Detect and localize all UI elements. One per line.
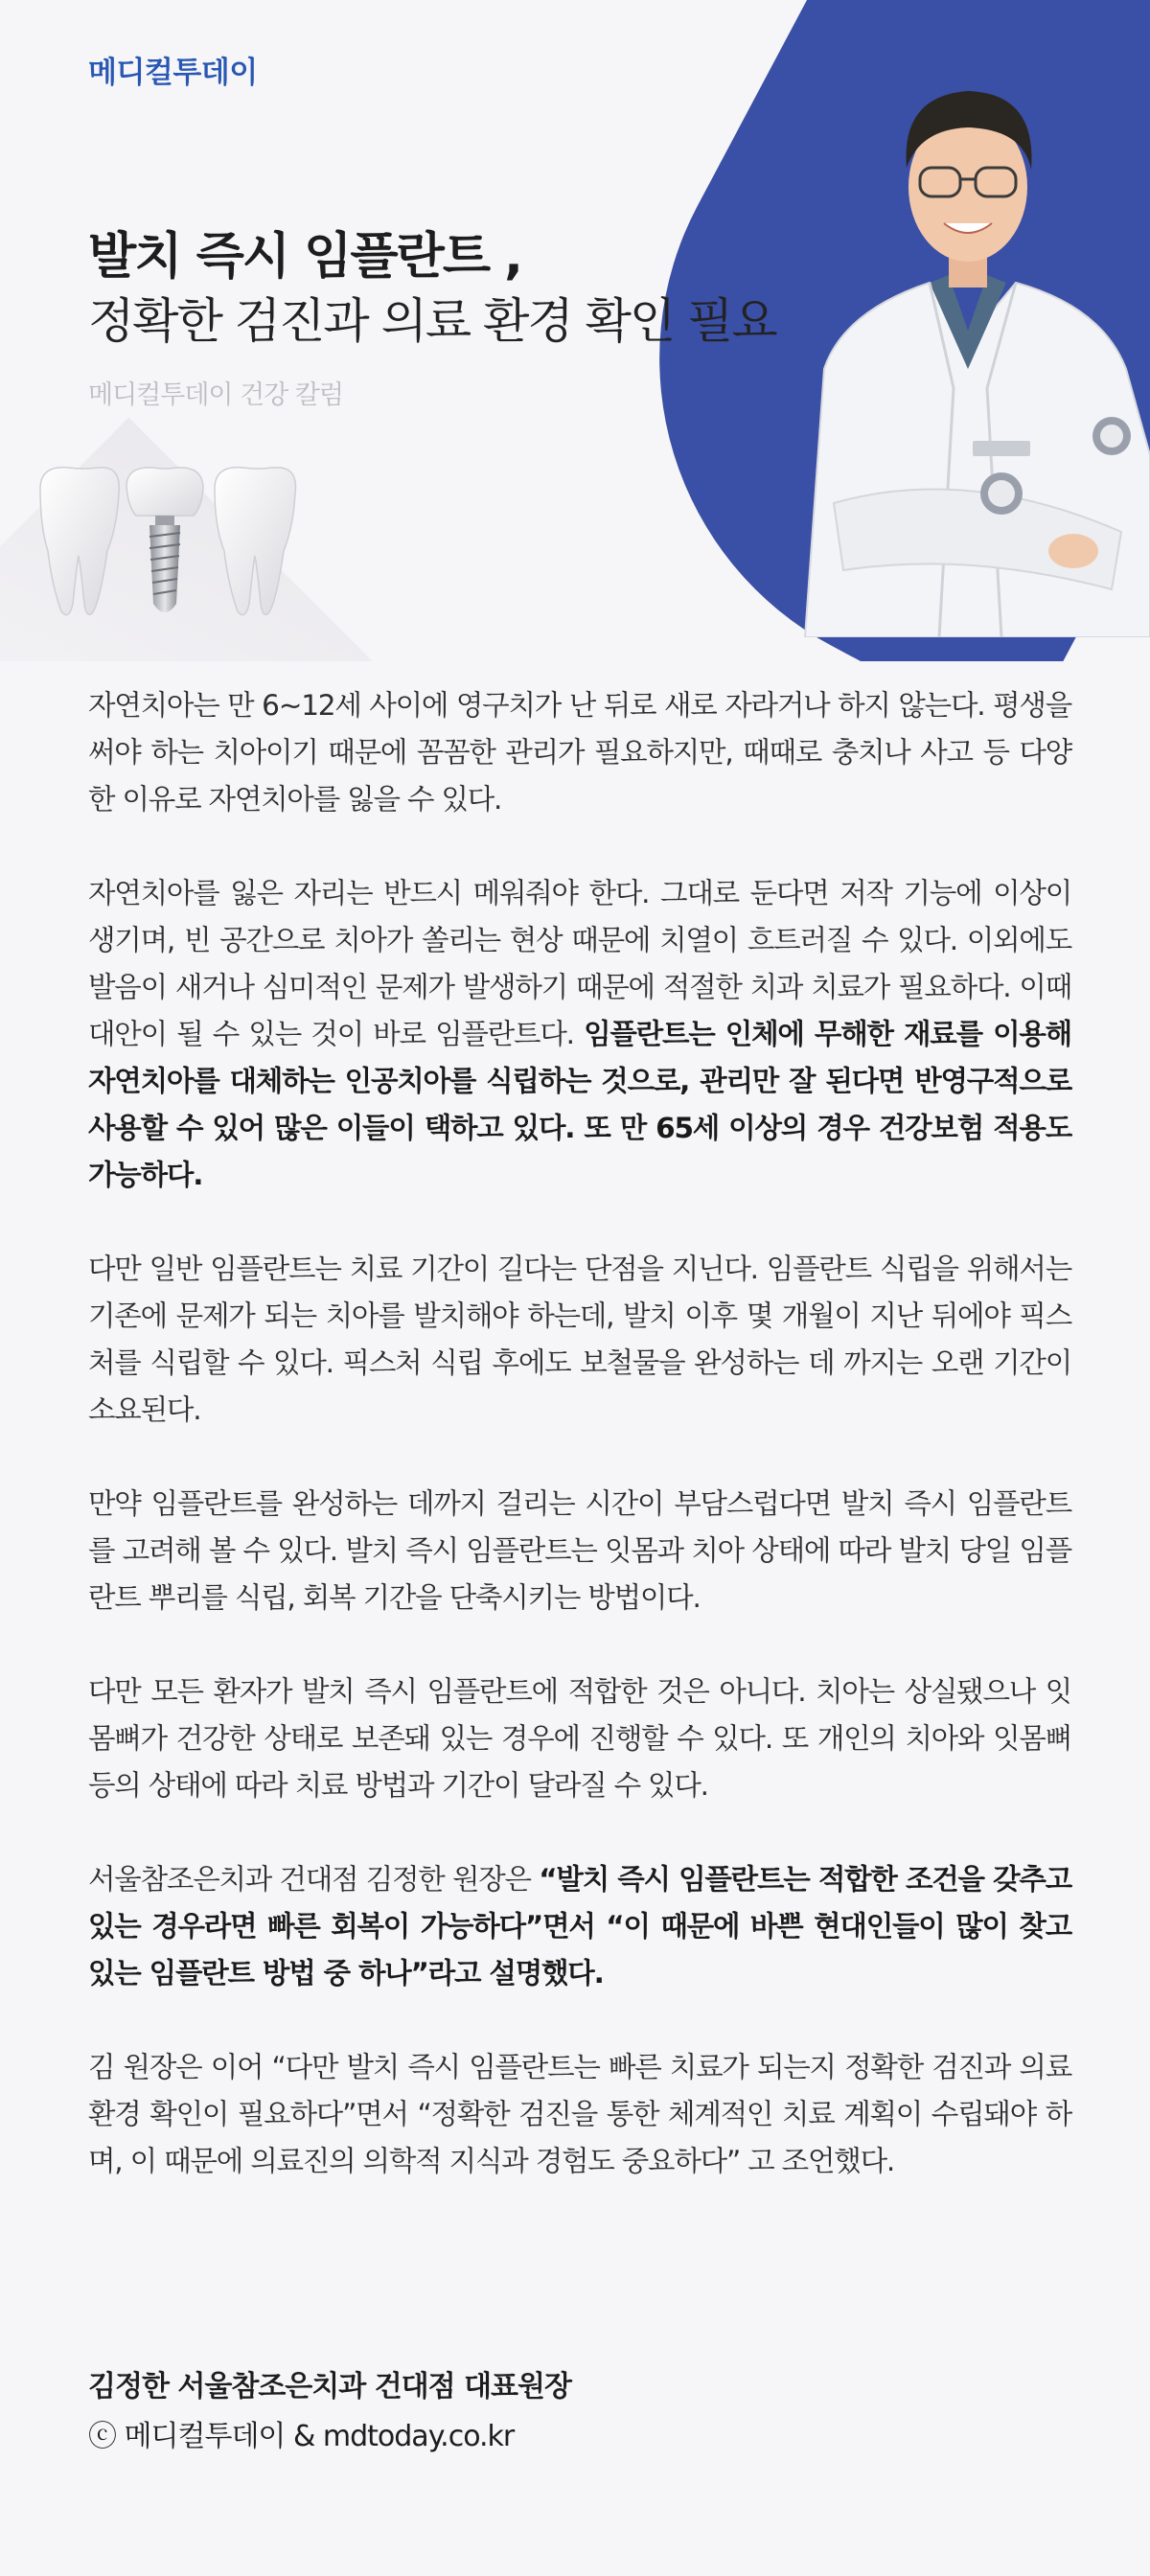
paragraph-2 [88,870,1071,1199]
paragraph-1 [88,682,1071,823]
paragraph-7 [88,2044,1071,2185]
headline-line1: 발치 즉시 임플란트 , [88,228,521,286]
paragraph-4-text: 만약 임플란트를 완성하는 데까지 걸리는 시간이 부담스럽다면 발치 즉시 임플란트를 고려해 볼 수 있다. 발치 즉시 임플란트는 잇몸과 치아 상태에 따라 발치 당일 임플란트 뿌리를 식립, 회복 기간을 단축시키는 방법이다. [88,1487,1071,1614]
teeth-implant-illustration [31,460,309,628]
paragraph-6-text: 서울참조은치과 건대점 김정한 원장은 [88,1863,540,1896]
copyright-notice: ⓒ 메디컬투데이 & mdtoday.co.kr [88,2420,515,2453]
headline-line2: 정확한 검진과 의료 환경 확인 필요 [88,293,776,349]
paragraph-3 [88,1246,1071,1434]
author-credit: 김정한 서울참조은치과 건대점 대표원장 [88,2370,571,2404]
paragraph-4 [88,1481,1071,1622]
paragraph-1-text: 자연치아는 만 6~12세 사이에 영구치가 난 뒤로 새로 자라거나 하지 않는다. 평생을 써야 하는 치아이기 때문에 꼼꼼한 관리가 필요하지만, 때때로 충치나 사고 등 다양한 이유로 자연치아를 잃을 수 있다. [88,689,1071,816]
article-footer [88,2362,571,2462]
paragraph-6 [88,1856,1071,1997]
paragraph-3-text: 다만 일반 임플란트는 치료 기간이 길다는 단점을 지닌다. 임플란트 식립을 위해서는 기존에 문제가 되는 치아를 발치해야 하는데, 발치 이후 몇 개월이 지난 뒤에야 픽스처를 식립할 수 있다. 픽스처 식립 후에도 보철물을 완성하는 데 까지는 오랜 기간이 소요된다. [88,1253,1071,1426]
paragraph-7-text: 김 원장은 이어 “다만 발치 즉시 임플란트는 빠른 치료가 되는지 정확한 검진과 의료 환경 확인이 필요하다”면서 “정확한 검진을 통한 체계적인 치료 계획이 수립돼야 하며, 이 때문에 의료진의 의학적 지식과 경험도 중요하다” 고 조언했다. [88,2051,1071,2177]
column-label: 메디컬투데이 건강 칼럼 [88,380,343,410]
article-body [88,682,1071,2232]
paragraph-5 [88,1668,1071,1809]
header-banner [0,0,1150,661]
paragraph-2-emphasis: 임플란트는 인체에 무해한 재료를 이용해 자연치아를 대체하는 인공치아를 식립하는 것으로, 관리만 잘 된다면 반영구적으로 사용할 수 있어 많은 이들이 택하고 있다. 또 만 65세 이상의 경우 건강보험 적용도 가능하다. [88,1018,1071,1191]
brand-logo[interactable]: 메디컬투데이 [88,56,258,89]
paragraph-2-text: 자연치아를 잃은 자리는 반드시 메워줘야 한다. 그대로 둔다면 저작 기능에 이상이 생기며, 빈 공간으로 치아가 쏠리는 현상 때문에 치열이 흐트러질 수 있다. 이외에도 발음이 새거나 심미적인 문제가 발생하기 때문에 적절한 치과 치료가 필요하다. 이때 대안이 될 수 있는 것이 바로 임플란트다. [88,877,1071,1050]
paragraph-6-quote: “발치 즉시 임플란트는 적합한 조건을 갖추고 있는 경우라면 빠른 회복이 가능하다”면서 “이 때문에 바쁜 현대인들이 많이 찾고 있는 임플란트 방법 중 하나”라고 설명했다. [88,1863,1072,1990]
doctor-photo [786,53,1150,637]
paragraph-5-text: 다만 모든 환자가 발치 즉시 임플란트에 적합한 것은 아니다. 치아는 상실됐으나 잇몸뼈가 건강한 상태로 보존돼 있는 경우에 진행할 수 있다. 또 개인의 치아와 잇몸뼈 등의 상태에 따라 치료 방법과 기간이 달라질 수 있다. [88,1675,1071,1802]
